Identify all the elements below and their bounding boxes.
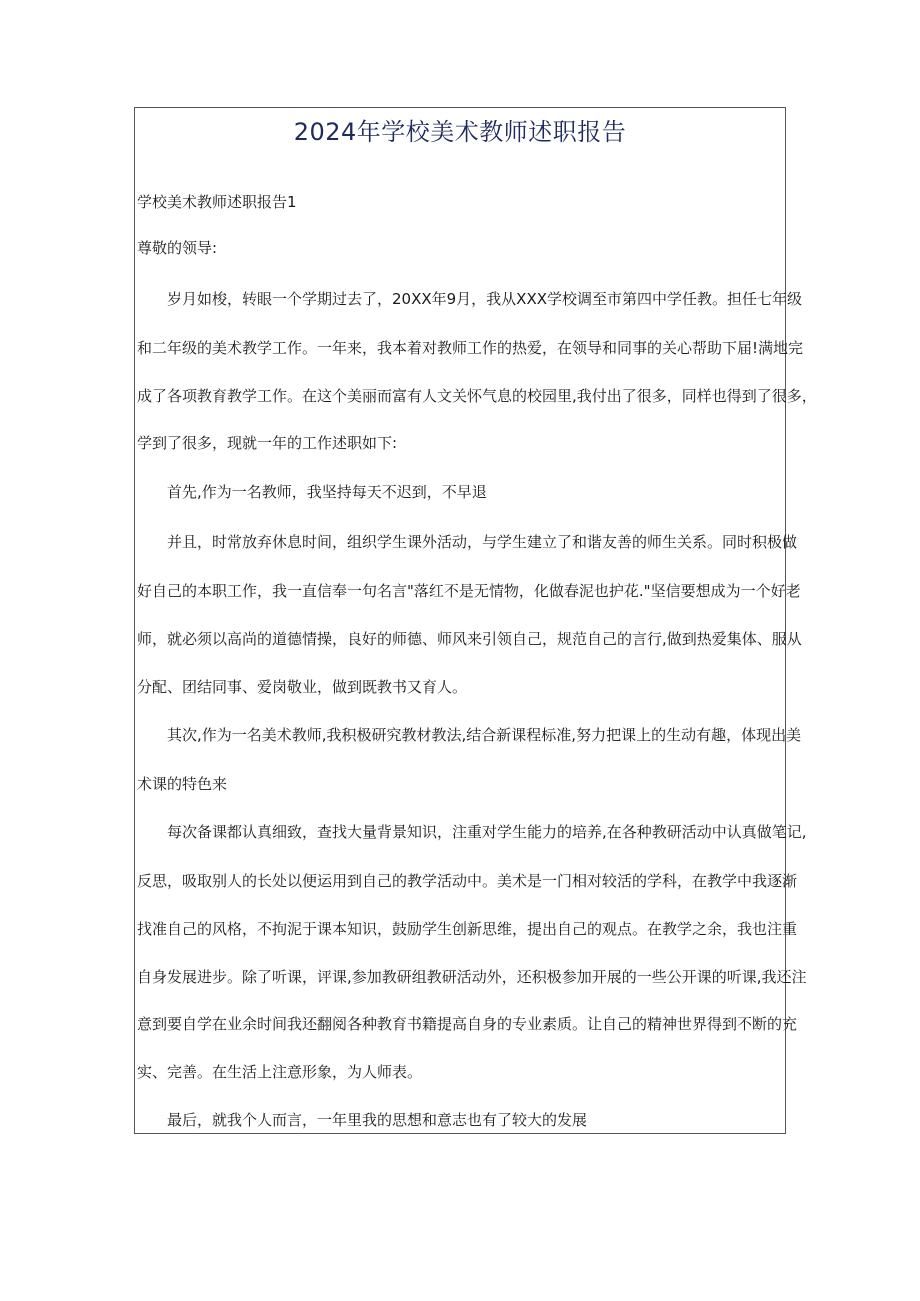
paragraph-line: 反思，吸取别人的长处以便运用到自己的教学活动中。美术是一门相对较活的学科，在教学中我逐渐	[137, 872, 798, 890]
paragraph-line: 找准自己的风格，不拘泥于课本知识，鼓励学生创新思维，提出自己的观点。在教学之余，我也注重	[137, 920, 798, 938]
paragraph-line: 学到了很多，现就一年的工作述职如下:	[137, 434, 398, 452]
paragraph-line: 好自己的本职工作，我一直信奉一句名言"落红不是无情物，化做春泥也护花."坚信要想成为一个好老	[137, 582, 801, 600]
paragraph-line: 和二年级的美术教学工作。一年来，我本着对教师工作的热爱，在领导和同事的关心帮助下届!满地完	[137, 339, 804, 357]
paragraph-line: 每次备课都认真细致，查找大量背景知识，注重对学生能力的培养,在各种教研活动中认真做笔记,	[167, 823, 807, 841]
paragraph-line: 最后，就我个人而言，一年里我的思想和意志也有了较大的发展	[167, 1111, 588, 1129]
paragraph-line: 实、完善。在生活上注意形象，为人师表。	[137, 1063, 423, 1081]
salutation: 尊敬的领导:	[137, 239, 218, 257]
document-title: 2024年学校美术教师述职报告	[293, 118, 627, 146]
paragraph-line: 并且，时常放弃休息时间，组织学生课外活动，与学生建立了和谐友善的师生关系。同时积极做	[167, 533, 798, 551]
paragraph-line: 意到要自学在业余时间我还翻阅各种教育书籍提高自身的专业素质。让自己的精神世界得到不断的充	[137, 1015, 798, 1033]
paragraph-line: 自身发展进步。除了听课，评课,参加教研组教研活动外，还积极参加开展的一些公开课的听课,我还注	[137, 968, 807, 986]
paragraph-line: 术课的特色来	[137, 775, 228, 793]
paragraph-line: 分配、团结同事、爱岗敬业，做到既教书又育人。	[137, 678, 468, 696]
subtitle: 学校美术教师述职报告1	[137, 193, 297, 211]
paragraph-line: 成了各项教育教学工作。在这个美丽而富有人文关怀气息的校园里,我付出了很多，同样也得到了很多，	[137, 387, 817, 405]
paragraph-line: 师，就必须以高尚的道德情操，良好的师德、师风来引领自己，规范自己的言行,做到热爱集体、服从	[137, 630, 802, 648]
paragraph-line: 岁月如梭，转眼一个学期过去了，20XX年9月，我从XXX学校调至市第四中学任教。担任七年级	[167, 290, 803, 308]
paragraph-line: 其次,作为一名美术教师,我积极研究教材教法,结合新课程标准,努力把课上的生动有趣，体现出美	[167, 726, 802, 744]
paragraph-line: 首先,作为一名教师，我坚持每天不迟到，不早退	[167, 483, 487, 501]
